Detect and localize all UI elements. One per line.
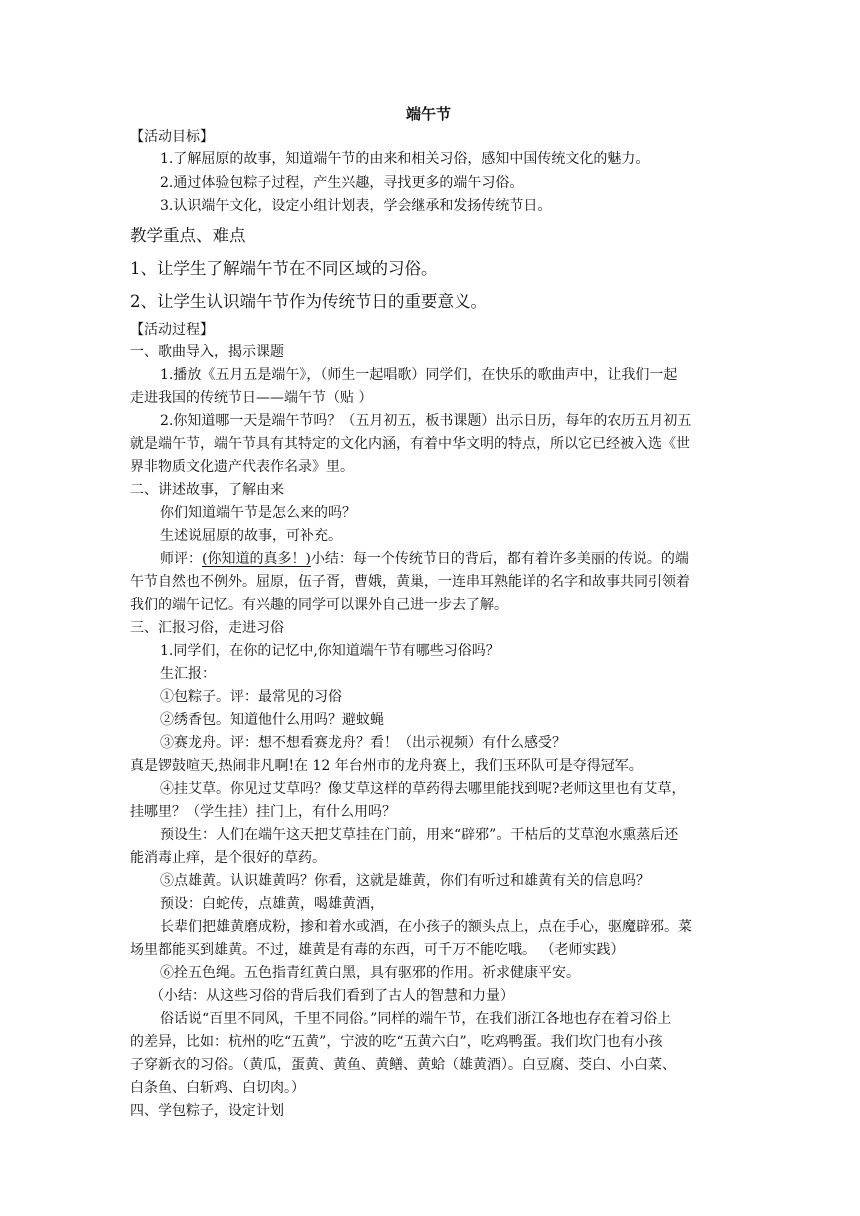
summary-line: （小结：从这些习俗的背后我们看到了古人的智慧和力量）: [150, 988, 514, 1004]
section-heading: 四、学包粽子，设定计划: [130, 1103, 284, 1119]
paragraph-line: 的差异，比如：杭州的吃“五黄”，宁波的吃“五黄六白”，吃鸡鸭蛋。我们坎门也有小孩: [130, 1034, 663, 1050]
paragraph-line: 预设生：人们在端午这天把艾草挂在门前，用来“辟邪”。干枯后的艾草泡水熏蒸后还: [160, 827, 679, 843]
paragraph-line: 子穿新衣的习俗。（黄瓜，蛋黄、黄鱼、黄鳝、黄蛤（雄黄酒）。白豆腐、茭白、小白菜、: [130, 1057, 676, 1073]
section-heading: 一、歌曲导入，揭示课题: [130, 344, 284, 360]
custom-item: ⑥拴五色绳。五色指青红黄白黑，具有驱邪的作用。祈求健康平安。: [160, 965, 580, 981]
paragraph-line: 界非物质文化遗产代表作名录》里。: [130, 459, 354, 475]
section-heading: 三、汇报习俗，走进习俗: [130, 620, 284, 636]
paragraph-line: 2.你知道哪一天是端午节吗？（五月初五，板书课题）出示日历，每年的农历五月初五: [160, 413, 692, 429]
paragraph-line: 午节自然也不例外。屈原，伍子胥，曹娥，黄巢，一连串耳熟能详的名字和故事共同引领着: [130, 574, 690, 590]
comment-rest: 小结：每一个传统节日的背后，都有着许多美丽的传说。的端: [310, 551, 689, 567]
comment-prefix: 师评：: [160, 551, 202, 567]
paragraph-line: 生述说屈原的故事，可补充。: [160, 528, 342, 544]
key-point: 2、让学生认识端午节作为传统节日的重要意义。: [130, 292, 487, 311]
custom-item: ⑤点雄黄。认识雄黄吗？你看，这就是雄黄，你们有听过和雄黄有关的信息吗？: [160, 873, 650, 889]
key-point: 1、让学生了解端午节在不同区域的习俗。: [130, 259, 438, 278]
page-title: 端午节: [406, 105, 452, 123]
paragraph-line: 我们的端午记忆。有兴趣的同学可以课外自己进一步去了解。: [130, 597, 508, 613]
paragraph-line: 白条鱼、白斩鸡、白切肉。）: [130, 1080, 305, 1096]
paragraph-line: 预设：白蛇传，点雄黄，喝雄黄酒，: [160, 896, 384, 912]
paragraph-line: 走进我国的传统节日——端午节（贴 ）: [130, 390, 373, 406]
teacher-comment: [160, 549, 689, 570]
paragraph-line: 能消毒止痒，是个很好的草药。: [130, 850, 326, 866]
comment-underlined: (你知道的真多！): [202, 551, 311, 567]
custom-item: ③赛龙舟。评：想不想看赛龙舟？看！（出示视频）有什么感受？: [160, 735, 566, 751]
paragraph-line: 长辈们把雄黄磨成粉，掺和着水或酒，在小孩子的额头点上，点在手心，驱魔辟邪。菜: [160, 919, 692, 935]
paragraph-line: 真是锣鼓喧天,热闹非凡啊!在 12 年台州市的龙舟赛上，我们玉环队可是夺得冠军。: [130, 758, 643, 774]
goal-item: 3.认识端午文化，设定小组计划表，学会继承和发扬传统节日。: [160, 198, 552, 214]
goal-item: 1.了解屈原的故事，知道端午节的由来和相关习俗，感知中国传统文化的魅力。: [160, 151, 650, 167]
goal-item: 2.通过体验包粽子过程，产生兴趣，寻找更多的端午习俗。: [160, 175, 524, 191]
paragraph-line: 就是端午节，端午节具有其特定的文化内涵，有着中华文明的特点，所以它已经被入选《世: [130, 436, 690, 452]
custom-item: ④挂艾草。你见过艾草吗？像艾草这样的草药得去哪里能找到呢?老师这里也有艾草，: [160, 781, 686, 797]
paragraph-line: 1.同学们，在你的记忆中,你知道端午节有哪些习俗吗？: [160, 643, 500, 659]
paragraph-line: 1.播放《五月五是端午》，（师生一起唱歌）同学们，在快乐的歌曲声中，让我们一起: [160, 367, 678, 383]
section-heading: 二、讲述故事，了解由来: [130, 482, 284, 498]
paragraph-line: 场里都能买到雄黄。不过，雄黄是有毒的东西，可千万不能吃哦。 （老师实践）: [130, 942, 625, 958]
paragraph-line: 俗话说“百里不同风，千里不同俗。”同样的端午节，在我们浙江各地也存在着习俗上: [160, 1011, 672, 1027]
custom-item: ①包粽子。评：最常见的习俗: [160, 689, 342, 705]
custom-item: ②绣香包。知道他什么用吗？避蚊蝇: [160, 712, 384, 728]
paragraph-line: 挂哪里？（学生挂）挂门上，有什么用吗？: [130, 804, 396, 820]
paragraph-line: 生汇报：: [160, 666, 216, 682]
paragraph-line: 你们知道端午节是怎么来的吗？: [160, 505, 356, 521]
section-heading: 【活动目标】: [130, 129, 214, 145]
section-heading: 教学重点、难点: [130, 226, 246, 245]
section-heading: 【活动过程】: [130, 322, 214, 338]
